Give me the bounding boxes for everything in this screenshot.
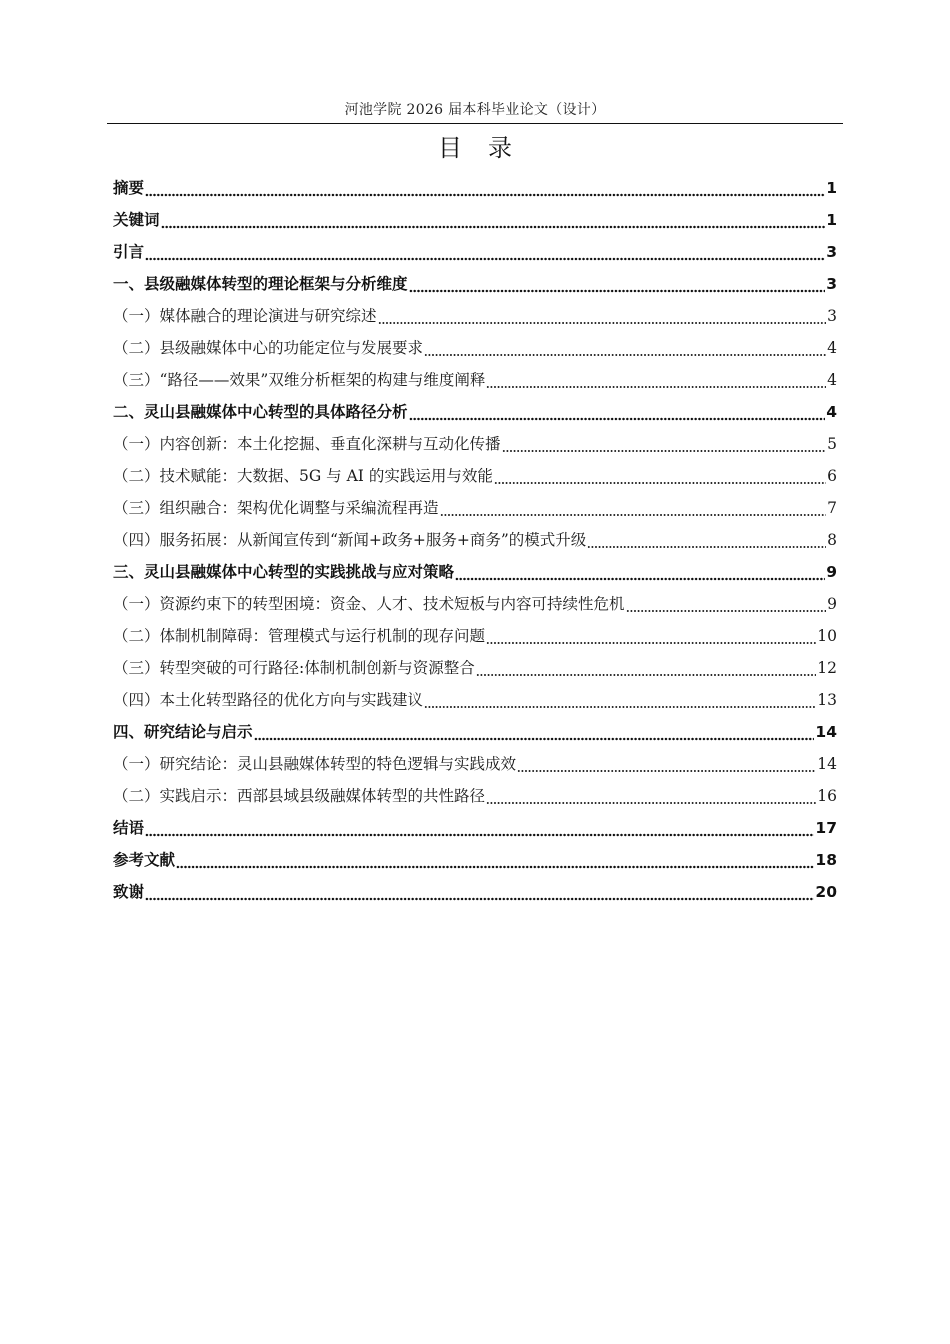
toc-dot-leader [424,684,816,716]
toc-entry-title: 参考文献 [113,851,176,869]
toc-page-number: 4 [827,371,837,389]
toc-dot-leader [424,332,826,364]
toc-dot-leader [486,364,826,396]
toc-entry-title: 关键词 [113,211,160,229]
toc-entry-title: （二）技术赋能：大数据、5G 与 AI 的实践运用与效能 [113,467,493,485]
toc-entry-title: 二、灵山县融媒体中心转型的具体路径分析 [113,403,408,421]
toc-dot-leader [440,492,827,524]
toc-entry-title: （一）资源约束下的转型困境：资金、人才、技术短板与内容可持续性危机 [113,595,625,613]
toc-dot-leader [378,300,827,332]
toc-dot-leader [145,876,814,908]
toc-title: 目录 [438,134,538,162]
toc-entry-title: 引言 [113,243,145,261]
toc-page-number: 8 [827,531,837,549]
toc-entry-section[interactable] [113,364,837,396]
toc-page-number: 9 [827,595,837,613]
toc-entry-section[interactable] [113,492,837,524]
table-of-contents [113,172,837,908]
toc-entry-title: 三、灵山县融媒体中心转型的实践挑战与应对策略 [113,563,455,581]
toc-entry-chapter[interactable] [113,236,837,268]
toc-dot-leader [254,716,815,748]
toc-entry-chapter[interactable] [113,268,837,300]
toc-entry-chapter[interactable] [113,396,837,428]
toc-dot-leader [145,236,825,268]
toc-dot-leader [145,812,814,844]
toc-entry-title: （四）本土化转型路径的优化方向与实践建议 [113,691,424,709]
toc-entry-chapter[interactable] [113,204,837,236]
toc-entry-title: 结语 [113,819,145,837]
toc-page-number: 20 [815,883,837,901]
toc-page-number: 16 [817,787,837,805]
toc-entry-title: （一）内容创新：本土化挖掘、垂直化深耕与互动化传播 [113,435,501,453]
toc-dot-leader [409,396,826,428]
toc-page-number: 6 [827,467,837,485]
toc-entry-title: （三）“路径——效果”双维分析框架的构建与维度阐释 [113,371,486,389]
toc-dot-leader [176,844,814,876]
toc-entry-chapter[interactable] [113,876,837,908]
toc-entry-title: 摘要 [113,179,145,197]
toc-entry-title: （三）转型突破的可行路径:体制机制创新与资源整合 [113,659,475,677]
toc-page-number: 18 [815,851,837,869]
toc-entry-title: （三）组织融合：架构优化调整与采编流程再造 [113,499,439,517]
toc-entry-title: 致谢 [113,883,145,901]
toc-entry-section[interactable] [113,588,837,620]
toc-dot-leader [486,780,816,812]
toc-dot-leader [587,524,826,556]
toc-entry-chapter[interactable] [113,556,837,588]
toc-dot-leader [476,652,817,684]
toc-entry-section[interactable] [113,332,837,364]
toc-page-number: 3 [826,243,837,261]
toc-dot-leader [486,620,816,652]
toc-dot-leader [161,204,826,236]
toc-entry-title: （二）实践启示：西部县域县级融媒体转型的共性路径 [113,787,486,805]
toc-dot-leader [409,268,826,300]
toc-entry-section[interactable] [113,524,837,556]
toc-entry-title: （四）服务拓展：从新闻宣传到“新闻+政务+服务+商务”的模式升级 [113,531,587,549]
toc-page-number: 1 [826,179,837,197]
toc-dot-leader [145,172,825,204]
toc-entry-section[interactable] [113,748,837,780]
toc-dot-leader [502,428,827,460]
toc-dot-leader [494,460,826,492]
toc-dot-leader [626,588,827,620]
running-header: 河池学院 2026 届本科毕业论文（设计） [344,102,606,118]
toc-dot-leader [517,748,816,780]
toc-entry-title: 四、研究结论与启示 [113,723,253,741]
toc-entry-title: （二）县级融媒体中心的功能定位与发展要求 [113,339,424,357]
toc-page-number: 7 [827,499,837,517]
toc-page-number: 13 [817,691,837,709]
toc-entry-section[interactable] [113,652,837,684]
toc-entry-section[interactable] [113,780,837,812]
toc-entry-title: （一）研究结论：灵山县融媒体转型的特色逻辑与实践成效 [113,755,517,773]
toc-entry-section[interactable] [113,300,837,332]
toc-page-number: 14 [815,723,837,741]
toc-entry-section[interactable] [113,428,837,460]
toc-page-number: 3 [826,275,837,293]
toc-entry-chapter[interactable] [113,716,837,748]
toc-page-number: 4 [827,339,837,357]
toc-entry-title: （一）媒体融合的理论演进与研究综述 [113,307,377,325]
toc-page-number: 4 [826,403,837,421]
toc-entry-chapter[interactable] [113,844,837,876]
toc-entry-section[interactable] [113,620,837,652]
toc-page-number: 9 [826,563,837,581]
toc-entry-title: 一、县级融媒体转型的理论框架与分析维度 [113,275,408,293]
toc-entry-section[interactable] [113,460,837,492]
toc-dot-leader [455,556,825,588]
header-rule [107,123,843,124]
toc-page-number: 14 [817,755,837,773]
toc-page-number: 10 [817,627,837,645]
toc-entry-section[interactable] [113,684,837,716]
toc-entry-title: （二）体制机制障碍：管理模式与运行机制的现存问题 [113,627,486,645]
toc-entry-chapter[interactable] [113,172,837,204]
toc-page-number: 17 [815,819,837,837]
toc-page-number: 12 [817,659,837,677]
toc-page-number: 1 [826,211,837,229]
toc-entry-chapter[interactable] [113,812,837,844]
toc-page-number: 5 [827,435,837,453]
toc-page-number: 3 [827,307,837,325]
